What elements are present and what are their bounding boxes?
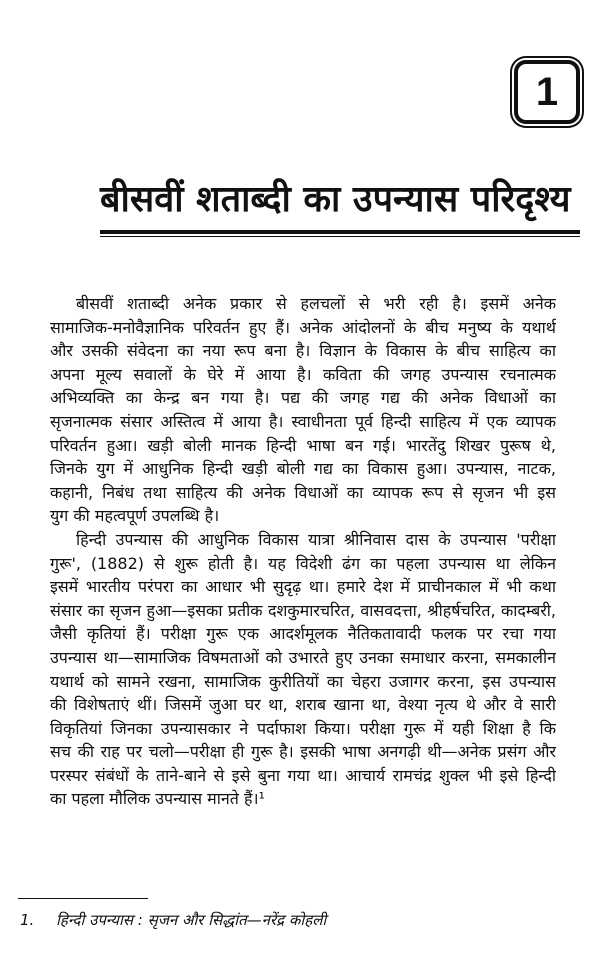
footnote-text: हिन्दी उपन्यास : सृजन और सिद्धांत—नरेंद्र कोहली bbox=[56, 911, 327, 929]
text-line: का पहला मौलिक उपन्यास मानते हैं।¹ bbox=[50, 789, 265, 809]
text-line: अपना मूल्य सवालों के घेरे में आया है। कविता की जगह उपन्यास रचनात्मक bbox=[50, 364, 556, 384]
text-line: अभिव्यक्ति का केन्द्र बन गया है। पद्य की जगह गद्य की अनेक विधाओं का bbox=[50, 388, 556, 408]
text-line: जिनके युग में आधुनिक हिन्दी खड़ी बोली गद्य का विकास हुआ। उपन्यास, नाटक, bbox=[50, 459, 556, 479]
footnote-divider bbox=[18, 898, 148, 899]
text-line: और उसकी संवेदना का नया रूप बना है। विज्ञान के विकास के बीच साहित्य का bbox=[50, 341, 556, 361]
text-line: यथार्थ को सामने रखना, सामाजिक कुरीतियों का चेहरा उजागर करना, इस उपन्यास bbox=[50, 671, 556, 691]
text-line: परस्पर संबंधों के ताने-बाने से इसे बुना गया था। आचार्य रामचंद्र शुक्ल भी इसे हिन्दी bbox=[50, 765, 556, 785]
text-line: हिन्दी उपन्यास की आधुनिक विकास यात्रा श्रीनिवास दास के उपन्यास 'परीक्षा bbox=[76, 529, 556, 549]
text-line: युग की महत्वपूर्ण उपलब्धि है। bbox=[50, 506, 220, 526]
title-rule-thin bbox=[100, 236, 580, 237]
text-line: परिवर्तन हुआ। खड़ी बोली मानक हिन्दी भाषा बन गई। भारतेंदु शिखर पुरूष थे, bbox=[50, 435, 556, 455]
text-line: कहानी, निबंध तथा साहित्य की अनेक विधाओं का व्यापक रूप से सृजन भी इस bbox=[50, 482, 556, 502]
text-line: की विशेषताएं थीं। जिसमें जुआ घर था, शराब खाना था, वेश्या नृत्य थे और वे सारी bbox=[50, 695, 556, 715]
title-rule-thick bbox=[100, 230, 580, 234]
text-line: इसमें भारतीय परंपरा का आधार भी सुदृढ़ था। हमारे देश में प्राचीनकाल में भी कथा bbox=[50, 577, 556, 597]
text-line: उपन्यास था—सामाजिक विषमताओं को उभारते हुए उनका समाधार करना, समकालीन bbox=[50, 647, 556, 667]
footnote bbox=[20, 910, 326, 930]
text-line: जैसी कृतियां हैं। परीक्षा गुरू एक आदर्शमूलक नैतिकतावादी फलक पर रचा गया bbox=[50, 624, 556, 644]
text-line: सच की राह पर चलो—परीक्षा ही गुरू है। इसकी भाषा अनगढ़ी थी—अनेक प्रसंग और bbox=[50, 742, 556, 762]
text-line: संसार का सृजन हुआ—इसका प्रतीक दशकुमारचरित, वासवदत्ता, श्रीहर्षचरित, कादम्बरी, bbox=[50, 600, 556, 620]
text-line: गुरू', (1882) से शुरू होती है। यह विदेशी ढंग का पहला उपन्यास था लेकिन bbox=[50, 553, 556, 573]
body-text bbox=[50, 292, 556, 811]
text-line: सामाजिक-मनोवैज्ञानिक परिवर्तन हुए हैं। अनेक आंदोलनों के बीच मनुष्य के यथार्थ bbox=[50, 317, 556, 337]
text-line: सृजनात्मक संसार अस्तित्व में आया है। स्वाधीनता पूर्व हिन्दी साहित्य में एक व्यापक bbox=[50, 411, 556, 431]
text-line: विकृतियां जिनका उपन्यासकार ने पर्दाफाश किया। परीक्षा गुरू में यही शिक्षा है कि bbox=[50, 718, 556, 738]
footnote-number: 1. bbox=[20, 911, 35, 929]
chapter-title: बीसवीं शताब्दी का उपन्यास परिदृश्य bbox=[100, 179, 571, 220]
text-line: बीसवीं शताब्दी अनेक प्रकार से हलचलों से भरी रही है। इसमें अनेक bbox=[76, 294, 556, 313]
chapter-number-badge: 1 bbox=[514, 60, 580, 124]
